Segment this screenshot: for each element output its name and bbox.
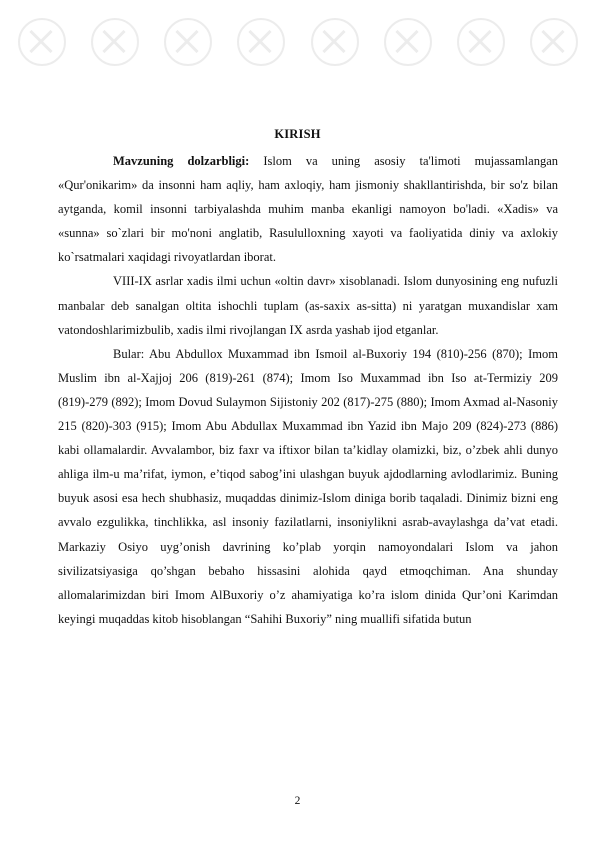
paragraph-lead: Mavzuning dolzarbligi: [113, 154, 250, 168]
paragraph-text: VIII-IX asrlar xadis ilmi uchun «oltin davr» xisoblanadi. Islom dunyosining eng nufuzli manbalar deb sanalgan oltita ishochli tuplam (as-saxix as-sitta) ni yaratgan muxandislar xam vatondoshlarimizbulib, xadis ilmi rivojlangan IX asrda yashab ijod etganlar. [58, 274, 558, 337]
watermark-icon [384, 18, 432, 66]
watermark-row [18, 18, 578, 88]
watermark-icon [311, 18, 359, 66]
watermark-icon [237, 18, 285, 66]
watermark-icon [530, 18, 578, 66]
page-title: KIRISH [274, 127, 321, 141]
paragraph-text: Bular: Abu Abdullox Muxammad ibn Ismoil al-Buxoriy 194 (810)-256 (870); Imom Muslim ibn al-Xajjoj 206 (819)-261 (874); Imom Iso Muxammad ibn Iso at-Termiziy 209 (819)-279 (892); Imom Dovud Sulaymon Sijistoniy 202 (817)-275 (880); Imom Axmad al-Nasoniy 215 (820)-303 (915); Imom Abu Abdullax Muxammad ibn Yazid ibn Majo 209 (824)-273 (886) kabi ollamalardir. Avvalambor, biz faxr va iftixor bilan ta’kidlay olamizki, biz, o’zbek ahli dunyo ahliga ilm-u ma’rifat, iymon, e’tiqod sabog’ini ulashgan buyuk ajdodlarning avlodlarimiz. Buning buyuk asosi esa hech shubhasiz, muqaddas dinimiz-Islom diniga borib taqaladi. Dinimiz bizni eng avvalo ezgulikka, tinchlikka, asl insoniy fazilatlarni, insoniylikni asrab-avaylashga da’vat etadi. Markaziy Osiyo uyg’onish davrining ko’plab yorqin namoyondalari Islom va jahon sivilizatsiyasiga qo’shgan bebaho hissasini alohida qayd etmoqchiman. Ana shunday allomalarimizdan biri Imom AlBuxoriy o’z ahamiyatiga ko’ra islom dinida Qur’oni Karimdan keyingi muqaddas kitob hisoblangan “Sahihi Buxoriy” ning muallifi sifatida butun [58, 346, 558, 626]
paragraph-text: Islom va uning asosiy ta'limoti mujassamlangan «Qur'onikarim» da insonni ham aqliy, ham axloqiy, ham jismoniy shakllantirishda, bir so'z bilan aytganda, komil insonni tarbiyalashda muhim manba ekanligi namoyon bo'ladi. «Xadis» va «sunna» so`zlari bir mo'noni anglatib, Rasululloxning xayoti va faoliyatida diniy va axlokiy ko`rsatmalari xaqidagi rivoyatlardan iborat. [58, 154, 558, 265]
watermark-icon [457, 18, 505, 66]
watermark-icon [91, 18, 139, 66]
body-text [58, 149, 558, 631]
paragraph-golden-age [58, 269, 558, 341]
paragraph-relevance [58, 149, 558, 269]
page-number: 2 [294, 795, 301, 807]
watermark-icon [164, 18, 212, 66]
watermark-icon [18, 18, 66, 66]
paragraph-scholars [58, 342, 558, 631]
